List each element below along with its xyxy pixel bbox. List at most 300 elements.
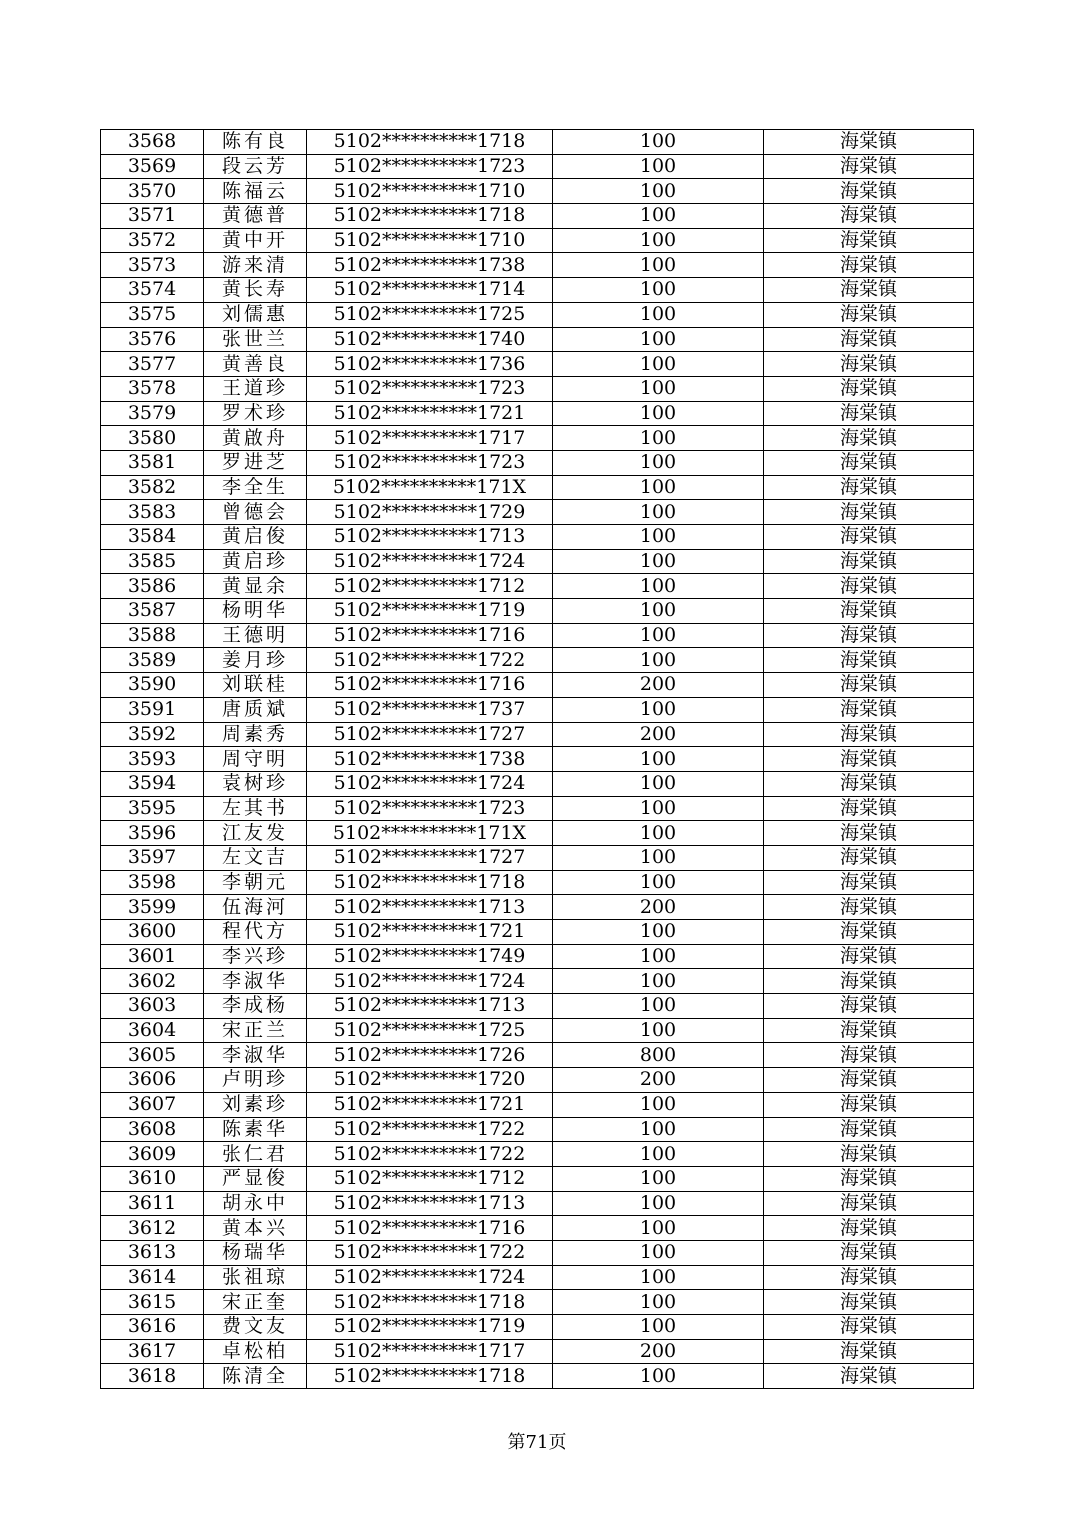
row-number-cell: 3592 xyxy=(101,722,204,747)
row-number-cell: 3568 xyxy=(101,130,204,155)
town-cell: 海棠镇 xyxy=(764,1315,974,1340)
id-number-cell: 5102**********1713 xyxy=(307,895,553,920)
id-number-cell: 5102**********1710 xyxy=(307,179,553,204)
name-cell: 张仁君 xyxy=(204,1142,307,1167)
id-number-cell: 5102**********1719 xyxy=(307,1315,553,1340)
row-number-cell: 3586 xyxy=(101,574,204,599)
row-number-cell: 3595 xyxy=(101,796,204,821)
name-cell: 黄显余 xyxy=(204,574,307,599)
town-cell: 海棠镇 xyxy=(764,401,974,426)
row-number-cell: 3594 xyxy=(101,771,204,796)
amount-cell: 200 xyxy=(553,1339,764,1364)
amount-cell: 100 xyxy=(553,1092,764,1117)
amount-cell: 100 xyxy=(553,1018,764,1043)
id-number-cell: 5102**********1740 xyxy=(307,327,553,352)
amount-cell: 100 xyxy=(553,302,764,327)
id-number-cell: 5102**********1716 xyxy=(307,623,553,648)
table-row xyxy=(101,944,974,969)
id-number-cell: 5102**********1727 xyxy=(307,845,553,870)
town-cell: 海棠镇 xyxy=(764,500,974,525)
name-cell: 李全生 xyxy=(204,475,307,500)
row-number-cell: 3611 xyxy=(101,1191,204,1216)
town-cell: 海棠镇 xyxy=(764,771,974,796)
town-cell: 海棠镇 xyxy=(764,204,974,229)
name-cell: 黄启珍 xyxy=(204,549,307,574)
row-number-cell: 3589 xyxy=(101,648,204,673)
town-cell: 海棠镇 xyxy=(764,1216,974,1241)
id-number-cell: 5102**********1737 xyxy=(307,697,553,722)
id-number-cell: 5102**********1749 xyxy=(307,944,553,969)
table-row xyxy=(101,673,974,698)
table-row xyxy=(101,204,974,229)
town-cell: 海棠镇 xyxy=(764,920,974,945)
town-cell: 海棠镇 xyxy=(764,228,974,253)
town-cell: 海棠镇 xyxy=(764,179,974,204)
town-cell: 海棠镇 xyxy=(764,1092,974,1117)
amount-cell: 100 xyxy=(553,1166,764,1191)
register-table-body xyxy=(101,130,974,1389)
row-number-cell: 3613 xyxy=(101,1240,204,1265)
table-row xyxy=(101,401,974,426)
amount-cell: 100 xyxy=(553,1315,764,1340)
name-cell: 陈素华 xyxy=(204,1117,307,1142)
town-cell: 海棠镇 xyxy=(764,1364,974,1389)
amount-cell: 100 xyxy=(553,623,764,648)
name-cell: 陈清全 xyxy=(204,1364,307,1389)
amount-cell: 200 xyxy=(553,673,764,698)
name-cell: 黄善良 xyxy=(204,352,307,377)
name-cell: 程代方 xyxy=(204,920,307,945)
town-cell: 海棠镇 xyxy=(764,130,974,155)
amount-cell: 200 xyxy=(553,722,764,747)
amount-cell: 100 xyxy=(553,994,764,1019)
id-number-cell: 5102**********1718 xyxy=(307,1364,553,1389)
table-row xyxy=(101,845,974,870)
name-cell: 李淑华 xyxy=(204,969,307,994)
row-number-cell: 3582 xyxy=(101,475,204,500)
town-cell: 海棠镇 xyxy=(764,1191,974,1216)
name-cell: 罗术珍 xyxy=(204,401,307,426)
row-number-cell: 3602 xyxy=(101,969,204,994)
row-number-cell: 3571 xyxy=(101,204,204,229)
town-cell: 海棠镇 xyxy=(764,673,974,698)
name-cell: 王道珍 xyxy=(204,376,307,401)
amount-cell: 200 xyxy=(553,1068,764,1093)
id-number-cell: 5102**********1716 xyxy=(307,1216,553,1241)
amount-cell: 100 xyxy=(553,1265,764,1290)
table-row xyxy=(101,697,974,722)
amount-cell: 100 xyxy=(553,1117,764,1142)
table-row xyxy=(101,1018,974,1043)
town-cell: 海棠镇 xyxy=(764,722,974,747)
amount-cell: 100 xyxy=(553,1364,764,1389)
id-number-cell: 5102**********1714 xyxy=(307,278,553,303)
amount-cell: 100 xyxy=(553,228,764,253)
name-cell: 游来清 xyxy=(204,253,307,278)
name-cell: 卢明珍 xyxy=(204,1068,307,1093)
page-number: 第71页 xyxy=(507,1432,567,1453)
id-number-cell: 5102**********1726 xyxy=(307,1043,553,1068)
row-number-cell: 3598 xyxy=(101,870,204,895)
table-row xyxy=(101,1191,974,1216)
town-cell: 海棠镇 xyxy=(764,154,974,179)
amount-cell: 100 xyxy=(553,352,764,377)
row-number-cell: 3601 xyxy=(101,944,204,969)
id-number-cell: 5102**********1724 xyxy=(307,1265,553,1290)
table-row xyxy=(101,500,974,525)
row-number-cell: 3607 xyxy=(101,1092,204,1117)
row-number-cell: 3596 xyxy=(101,821,204,846)
id-number-cell: 5102**********1718 xyxy=(307,1290,553,1315)
row-number-cell: 3569 xyxy=(101,154,204,179)
amount-cell: 100 xyxy=(553,845,764,870)
id-number-cell: 5102**********1724 xyxy=(307,771,553,796)
table-row xyxy=(101,278,974,303)
row-number-cell: 3593 xyxy=(101,747,204,772)
table-row xyxy=(101,1315,974,1340)
name-cell: 李兴珍 xyxy=(204,944,307,969)
amount-cell: 100 xyxy=(553,376,764,401)
id-number-cell: 5102**********1712 xyxy=(307,574,553,599)
name-cell: 曾德会 xyxy=(204,500,307,525)
name-cell: 黄本兴 xyxy=(204,1216,307,1241)
id-number-cell: 5102**********1718 xyxy=(307,870,553,895)
amount-cell: 100 xyxy=(553,1142,764,1167)
table-row xyxy=(101,179,974,204)
row-number-cell: 3584 xyxy=(101,525,204,550)
table-row xyxy=(101,327,974,352)
table-row xyxy=(101,870,974,895)
id-number-cell: 5102**********1723 xyxy=(307,796,553,821)
town-cell: 海棠镇 xyxy=(764,994,974,1019)
table-row xyxy=(101,1240,974,1265)
town-cell: 海棠镇 xyxy=(764,525,974,550)
table-row xyxy=(101,1265,974,1290)
id-number-cell: 5102**********1717 xyxy=(307,1339,553,1364)
table-row xyxy=(101,1364,974,1389)
name-cell: 黄中开 xyxy=(204,228,307,253)
table-row xyxy=(101,599,974,624)
id-number-cell: 5102**********1729 xyxy=(307,500,553,525)
table-row xyxy=(101,130,974,155)
id-number-cell: 5102**********1722 xyxy=(307,1142,553,1167)
row-number-cell: 3570 xyxy=(101,179,204,204)
amount-cell: 100 xyxy=(553,1216,764,1241)
name-cell: 费文友 xyxy=(204,1315,307,1340)
amount-cell: 100 xyxy=(553,648,764,673)
name-cell: 胡永中 xyxy=(204,1191,307,1216)
row-number-cell: 3580 xyxy=(101,426,204,451)
amount-cell: 100 xyxy=(553,920,764,945)
town-cell: 海棠镇 xyxy=(764,747,974,772)
town-cell: 海棠镇 xyxy=(764,1265,974,1290)
table-row xyxy=(101,1166,974,1191)
town-cell: 海棠镇 xyxy=(764,969,974,994)
row-number-cell: 3578 xyxy=(101,376,204,401)
amount-cell: 100 xyxy=(553,130,764,155)
name-cell: 王德明 xyxy=(204,623,307,648)
id-number-cell: 5102**********1724 xyxy=(307,969,553,994)
id-number-cell: 5102**********1722 xyxy=(307,1117,553,1142)
id-number-cell: 5102**********1717 xyxy=(307,426,553,451)
row-number-cell: 3587 xyxy=(101,599,204,624)
row-number-cell: 3591 xyxy=(101,697,204,722)
table-row xyxy=(101,302,974,327)
name-cell: 黄长寿 xyxy=(204,278,307,303)
row-number-cell: 3606 xyxy=(101,1068,204,1093)
amount-cell: 100 xyxy=(553,821,764,846)
town-cell: 海棠镇 xyxy=(764,821,974,846)
name-cell: 刘素珍 xyxy=(204,1092,307,1117)
name-cell: 宋正兰 xyxy=(204,1018,307,1043)
id-number-cell: 5102**********1723 xyxy=(307,154,553,179)
name-cell: 陈有良 xyxy=(204,130,307,155)
town-cell: 海棠镇 xyxy=(764,870,974,895)
row-number-cell: 3575 xyxy=(101,302,204,327)
row-number-cell: 3617 xyxy=(101,1339,204,1364)
amount-cell: 100 xyxy=(553,500,764,525)
row-number-cell: 3576 xyxy=(101,327,204,352)
amount-cell: 100 xyxy=(553,154,764,179)
name-cell: 袁树珍 xyxy=(204,771,307,796)
row-number-cell: 3615 xyxy=(101,1290,204,1315)
name-cell: 黄德普 xyxy=(204,204,307,229)
amount-cell: 100 xyxy=(553,1290,764,1315)
town-cell: 海棠镇 xyxy=(764,1043,974,1068)
id-number-cell: 5102**********1722 xyxy=(307,1240,553,1265)
name-cell: 李成杨 xyxy=(204,994,307,1019)
town-cell: 海棠镇 xyxy=(764,1117,974,1142)
id-number-cell: 5102**********1721 xyxy=(307,401,553,426)
town-cell: 海棠镇 xyxy=(764,944,974,969)
name-cell: 刘联桂 xyxy=(204,673,307,698)
table-row xyxy=(101,796,974,821)
town-cell: 海棠镇 xyxy=(764,376,974,401)
table-row xyxy=(101,895,974,920)
table-row xyxy=(101,1142,974,1167)
id-number-cell: 5102**********1725 xyxy=(307,1018,553,1043)
id-number-cell: 5102**********1712 xyxy=(307,1166,553,1191)
id-number-cell: 5102**********1721 xyxy=(307,1092,553,1117)
amount-cell: 100 xyxy=(553,599,764,624)
town-cell: 海棠镇 xyxy=(764,623,974,648)
table-row xyxy=(101,1290,974,1315)
id-number-cell: 5102**********1713 xyxy=(307,525,553,550)
id-number-cell: 5102**********1723 xyxy=(307,450,553,475)
town-cell: 海棠镇 xyxy=(764,648,974,673)
id-number-cell: 5102**********1723 xyxy=(307,376,553,401)
town-cell: 海棠镇 xyxy=(764,1018,974,1043)
row-number-cell: 3577 xyxy=(101,352,204,377)
town-cell: 海棠镇 xyxy=(764,796,974,821)
name-cell: 张祖琼 xyxy=(204,1265,307,1290)
town-cell: 海棠镇 xyxy=(764,697,974,722)
name-cell: 黄启俊 xyxy=(204,525,307,550)
id-number-cell: 5102**********1724 xyxy=(307,549,553,574)
name-cell: 李朝元 xyxy=(204,870,307,895)
table-row xyxy=(101,969,974,994)
town-cell: 海棠镇 xyxy=(764,845,974,870)
row-number-cell: 3585 xyxy=(101,549,204,574)
amount-cell: 100 xyxy=(553,796,764,821)
amount-cell: 100 xyxy=(553,1240,764,1265)
id-number-cell: 5102**********1718 xyxy=(307,130,553,155)
id-number-cell: 5102**********1727 xyxy=(307,722,553,747)
id-number-cell: 5102**********1738 xyxy=(307,747,553,772)
row-number-cell: 3599 xyxy=(101,895,204,920)
table-row xyxy=(101,747,974,772)
amount-cell: 100 xyxy=(553,771,764,796)
amount-cell: 100 xyxy=(553,450,764,475)
row-number-cell: 3579 xyxy=(101,401,204,426)
town-cell: 海棠镇 xyxy=(764,895,974,920)
row-number-cell: 3581 xyxy=(101,450,204,475)
name-cell: 陈福云 xyxy=(204,179,307,204)
town-cell: 海棠镇 xyxy=(764,450,974,475)
name-cell: 江友发 xyxy=(204,821,307,846)
table-row xyxy=(101,821,974,846)
table-row xyxy=(101,1339,974,1364)
table-row xyxy=(101,475,974,500)
amount-cell: 800 xyxy=(553,1043,764,1068)
id-number-cell: 5102**********1716 xyxy=(307,673,553,698)
name-cell: 黄啟舟 xyxy=(204,426,307,451)
table-row xyxy=(101,648,974,673)
name-cell: 左文吉 xyxy=(204,845,307,870)
id-number-cell: 5102**********1721 xyxy=(307,920,553,945)
amount-cell: 100 xyxy=(553,525,764,550)
id-number-cell: 5102**********1710 xyxy=(307,228,553,253)
table-row xyxy=(101,1117,974,1142)
table-row xyxy=(101,352,974,377)
name-cell: 伍海河 xyxy=(204,895,307,920)
name-cell: 唐质斌 xyxy=(204,697,307,722)
row-number-cell: 3614 xyxy=(101,1265,204,1290)
id-number-cell: 5102**********1719 xyxy=(307,599,553,624)
name-cell: 杨瑞华 xyxy=(204,1240,307,1265)
town-cell: 海棠镇 xyxy=(764,1240,974,1265)
table-row xyxy=(101,1092,974,1117)
table-row xyxy=(101,450,974,475)
amount-cell: 100 xyxy=(553,944,764,969)
table-row xyxy=(101,771,974,796)
town-cell: 海棠镇 xyxy=(764,1142,974,1167)
table-row xyxy=(101,376,974,401)
id-number-cell: 5102**********1720 xyxy=(307,1068,553,1093)
amount-cell: 100 xyxy=(553,426,764,451)
row-number-cell: 3618 xyxy=(101,1364,204,1389)
name-cell: 周素秀 xyxy=(204,722,307,747)
id-number-cell: 5102**********171X xyxy=(307,821,553,846)
id-number-cell: 5102**********1736 xyxy=(307,352,553,377)
id-number-cell: 5102**********1725 xyxy=(307,302,553,327)
table-row xyxy=(101,994,974,1019)
table-row xyxy=(101,1216,974,1241)
table-row xyxy=(101,574,974,599)
table-row xyxy=(101,1043,974,1068)
row-number-cell: 3610 xyxy=(101,1166,204,1191)
id-number-cell: 5102**********1722 xyxy=(307,648,553,673)
row-number-cell: 3612 xyxy=(101,1216,204,1241)
id-number-cell: 5102**********171X xyxy=(307,475,553,500)
table-row xyxy=(101,228,974,253)
row-number-cell: 3597 xyxy=(101,845,204,870)
amount-cell: 100 xyxy=(553,327,764,352)
amount-cell: 100 xyxy=(553,179,764,204)
name-cell: 宋正奎 xyxy=(204,1290,307,1315)
row-number-cell: 3608 xyxy=(101,1117,204,1142)
amount-cell: 100 xyxy=(553,870,764,895)
row-number-cell: 3600 xyxy=(101,920,204,945)
amount-cell: 100 xyxy=(553,574,764,599)
town-cell: 海棠镇 xyxy=(764,278,974,303)
amount-cell: 100 xyxy=(553,1191,764,1216)
name-cell: 姜月珍 xyxy=(204,648,307,673)
row-number-cell: 3573 xyxy=(101,253,204,278)
id-number-cell: 5102**********1738 xyxy=(307,253,553,278)
amount-cell: 100 xyxy=(553,253,764,278)
table-row xyxy=(101,1068,974,1093)
row-number-cell: 3590 xyxy=(101,673,204,698)
name-cell: 卓松柏 xyxy=(204,1339,307,1364)
row-number-cell: 3574 xyxy=(101,278,204,303)
id-number-cell: 5102**********1713 xyxy=(307,1191,553,1216)
register-table xyxy=(100,129,974,1389)
amount-cell: 100 xyxy=(553,204,764,229)
amount-cell: 100 xyxy=(553,401,764,426)
row-number-cell: 3572 xyxy=(101,228,204,253)
amount-cell: 100 xyxy=(553,549,764,574)
table-row xyxy=(101,549,974,574)
table-row xyxy=(101,722,974,747)
town-cell: 海棠镇 xyxy=(764,327,974,352)
name-cell: 周守明 xyxy=(204,747,307,772)
table-row xyxy=(101,253,974,278)
town-cell: 海棠镇 xyxy=(764,475,974,500)
table-row xyxy=(101,154,974,179)
row-number-cell: 3583 xyxy=(101,500,204,525)
town-cell: 海棠镇 xyxy=(764,426,974,451)
name-cell: 张世兰 xyxy=(204,327,307,352)
row-number-cell: 3605 xyxy=(101,1043,204,1068)
amount-cell: 100 xyxy=(553,475,764,500)
town-cell: 海棠镇 xyxy=(764,302,974,327)
amount-cell: 100 xyxy=(553,697,764,722)
table-row xyxy=(101,920,974,945)
name-cell: 段云芳 xyxy=(204,154,307,179)
amount-cell: 100 xyxy=(553,747,764,772)
name-cell: 杨明华 xyxy=(204,599,307,624)
name-cell: 左其书 xyxy=(204,796,307,821)
town-cell: 海棠镇 xyxy=(764,574,974,599)
table-row xyxy=(101,426,974,451)
town-cell: 海棠镇 xyxy=(764,549,974,574)
row-number-cell: 3609 xyxy=(101,1142,204,1167)
name-cell: 罗进芝 xyxy=(204,450,307,475)
amount-cell: 200 xyxy=(553,895,764,920)
row-number-cell: 3588 xyxy=(101,623,204,648)
id-number-cell: 5102**********1713 xyxy=(307,994,553,1019)
name-cell: 刘儒惠 xyxy=(204,302,307,327)
name-cell: 严显俊 xyxy=(204,1166,307,1191)
town-cell: 海棠镇 xyxy=(764,599,974,624)
name-cell: 李淑华 xyxy=(204,1043,307,1068)
table-row xyxy=(101,525,974,550)
town-cell: 海棠镇 xyxy=(764,1290,974,1315)
id-number-cell: 5102**********1718 xyxy=(307,204,553,229)
town-cell: 海棠镇 xyxy=(764,1339,974,1364)
row-number-cell: 3616 xyxy=(101,1315,204,1340)
